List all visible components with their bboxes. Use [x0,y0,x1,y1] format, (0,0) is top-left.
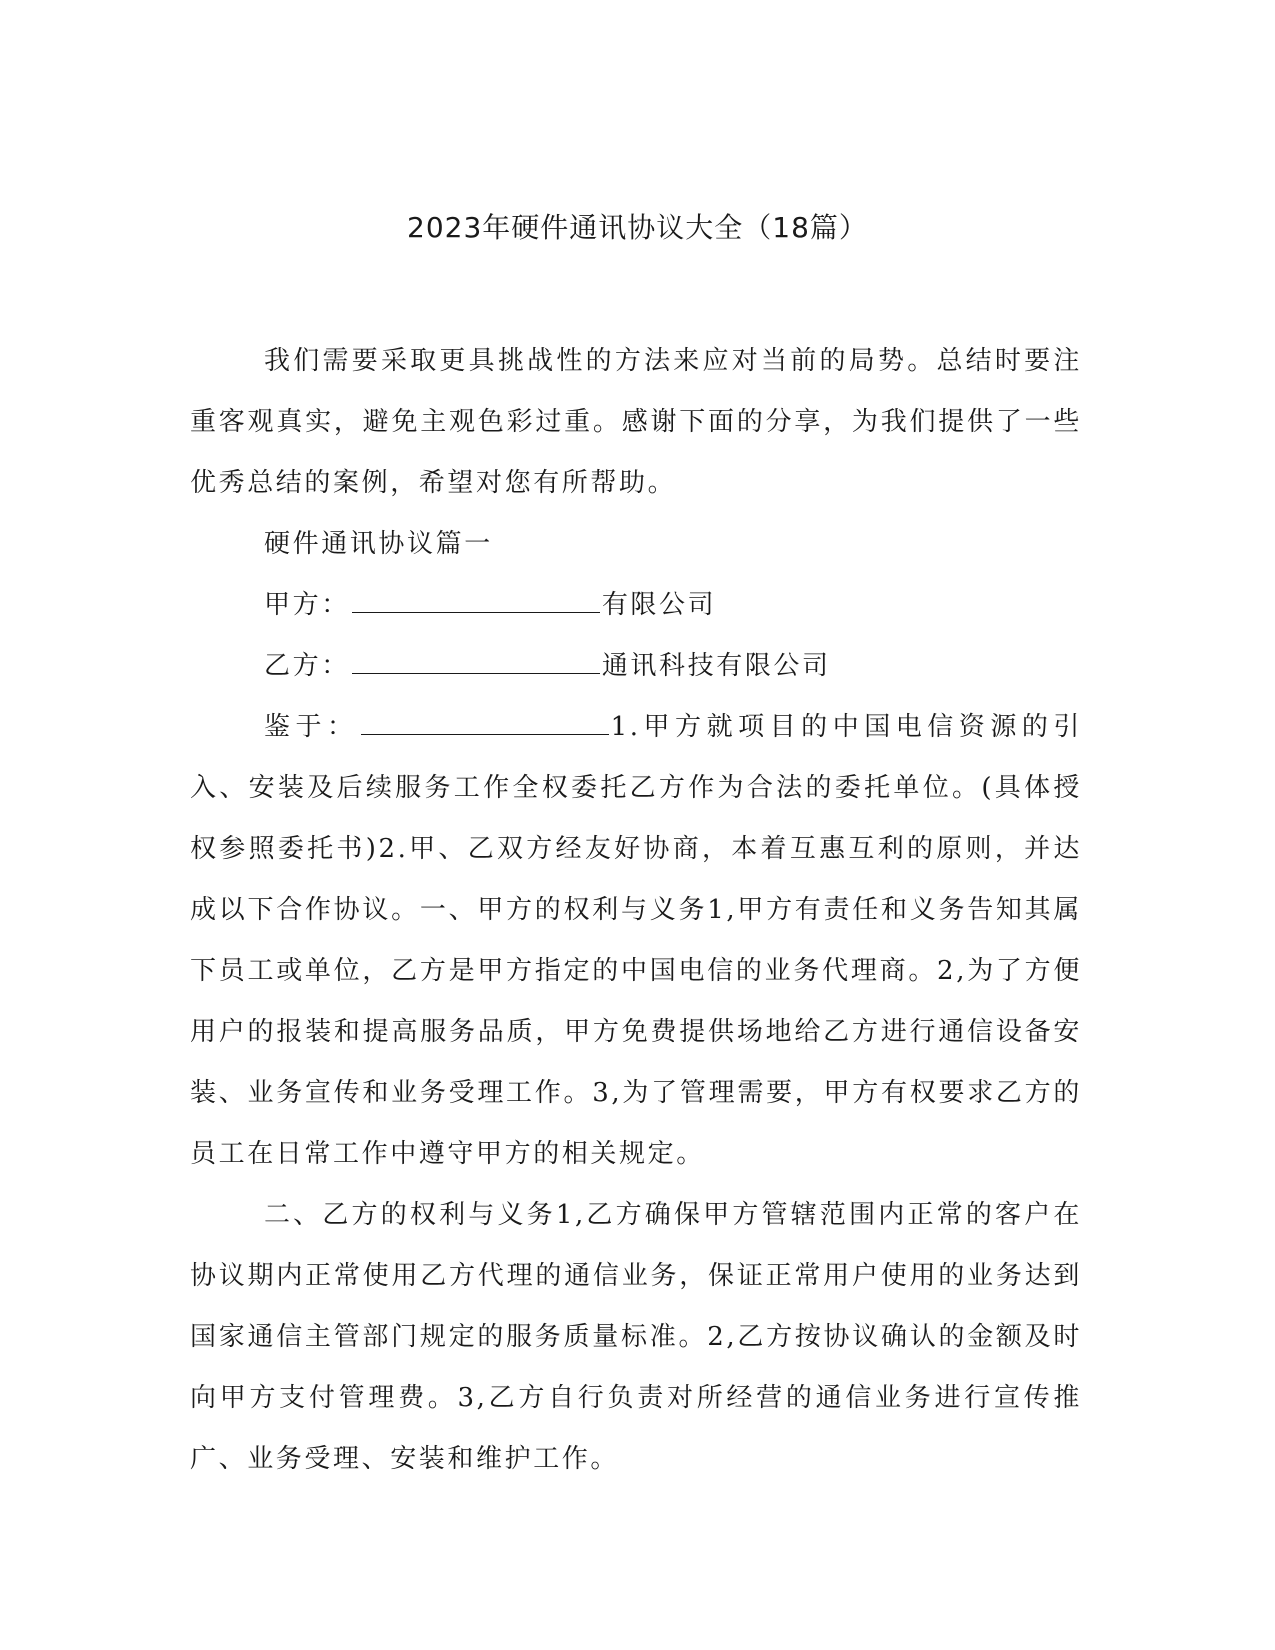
party-b-blank [352,651,600,674]
whereas-paragraph [190,697,1082,1185]
document-title: 2023年硬件通讯协议大全（18篇） [407,211,868,244]
party-a-label: 甲方： [264,590,350,620]
party-a-blank [352,590,600,613]
party-b-label: 乙方： [264,651,350,681]
section-two-paragraph: 二、乙方的权利与义务1,乙方确保甲方管辖范围内正常的客户在协议期内正常使用乙方代理的通信业务，保证正常用户使用的业务达到国家通信主管部门规定的服务质量标准。2,乙方按协议确认的金额及时向甲方支付管理费。3,乙方自行负责对所经营的通信业务进行宣传推广、业务受理、安装和维护工作。 [190,1200,1082,1474]
intro-paragraph: 我们需要采取更具挑战性的方法来应对当前的局势。总结时要注重客观真实，避免主观色彩过重。感谢下面的分享，为我们提供了一些优秀总结的案例，希望对您有所帮助。 [190,346,1082,498]
party-a-line [190,575,1082,636]
party-a-suffix: 有限公司 [601,590,717,620]
whereas-blank [361,712,609,735]
whereas-label: 鉴于： [264,712,359,742]
whereas-text: 1.甲方就项目的中国电信资源的引入、安装及后续服务工作全权委托乙方作为合法的委托单位。(具体授权参照委托书)2.甲、乙双方经友好协商，本着互惠互利的原则，并达成以下合作协议。一、甲方的权利与义务1,甲方有责任和义务告知其属下员工或单位，乙方是甲方指定的中国电信的业务代理商。2,为了方便用户的报装和提高服务品质，甲方免费提供场地给乙方进行通信设备安装、业务宣传和业务受理工作。3,为了管理需要，甲方有权要求乙方的员工在日常工作中遵守甲方的相关规定。 [190,712,1082,1169]
document-body [190,331,1082,1490]
party-b-suffix: 通讯科技有限公司 [601,651,831,681]
section-heading: 硬件通讯协议篇一 [264,529,493,559]
party-b-line [190,636,1082,697]
